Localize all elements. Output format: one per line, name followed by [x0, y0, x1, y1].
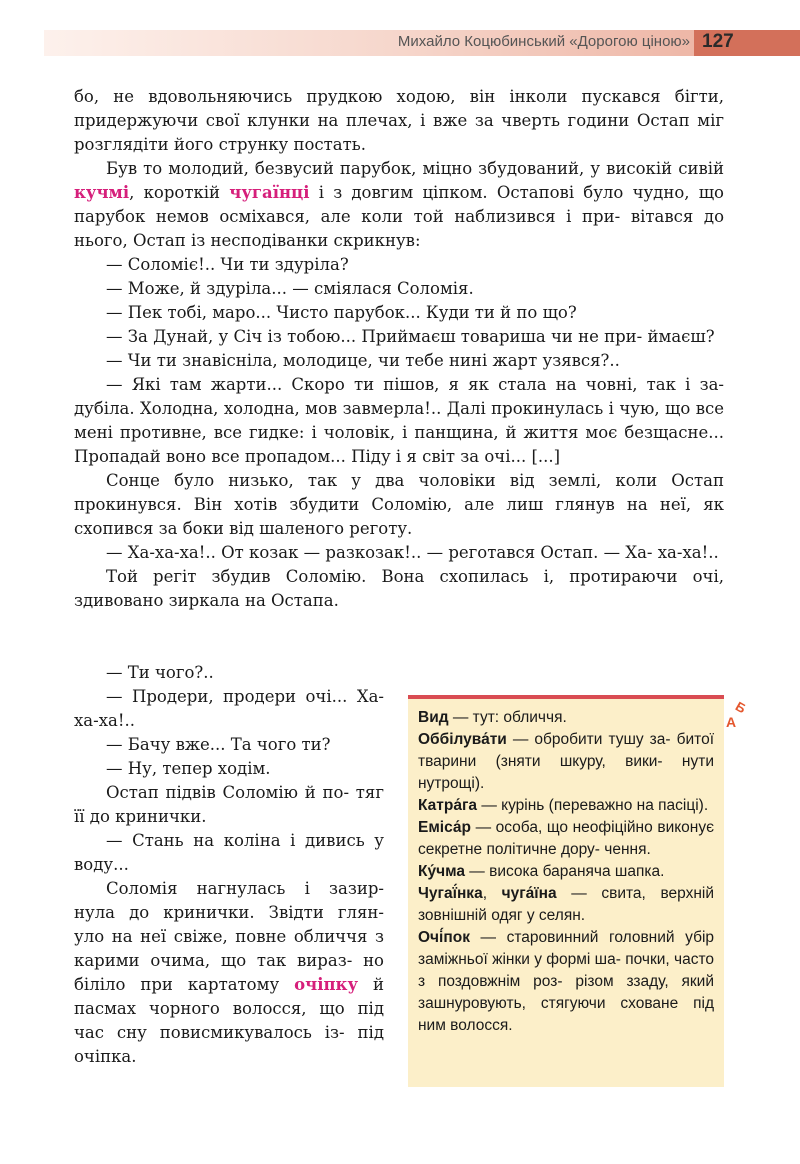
- text-line: сивій: [678, 159, 725, 178]
- text-line: — Стань на коліна і дивись: [106, 831, 365, 850]
- text-line: здивовано зиркала на Остапа.: [74, 591, 339, 610]
- glossary-definition: — обробити тушу за-: [506, 731, 671, 748]
- glossary-term-link: очіпку: [294, 975, 359, 994]
- badge-letter: А: [726, 714, 737, 730]
- glossary-definition: — старовинний головний: [469, 929, 675, 946]
- text-line: Соломія нагнулась і зазир-: [106, 879, 384, 898]
- badge-letter: Б: [732, 698, 749, 717]
- glossary-entry: [418, 927, 714, 1037]
- glossary-term: чуга́їна: [501, 885, 557, 902]
- dialogue-line: [74, 325, 724, 349]
- glossary-entry: [418, 861, 714, 883]
- glossary-definition: — тут: обличчя.: [448, 709, 567, 726]
- glossary-term: Ку́чма: [418, 863, 465, 880]
- glossary-definition: — висока бараняча шапка.: [464, 863, 665, 880]
- glossary-definition: зовнішній одяг у селян.: [418, 907, 586, 924]
- text-line: Сонце було низько, так у два чоловіки від землі, коли Остап: [106, 471, 724, 490]
- dialogue-line: [74, 373, 724, 469]
- text-line: прокинувся. Він хотів збудити Соломію, але лиш глянув на неї, як: [74, 495, 724, 514]
- glossary-definition: почки, часто з поздовжнім роз-: [418, 951, 715, 990]
- dialogue-line: [74, 277, 724, 301]
- text-line: — Бачу вже... Та чого ти?: [106, 735, 331, 754]
- text-line: — Продери, продери очі...: [106, 687, 348, 706]
- glossary-term: Оббілува́ти: [418, 731, 507, 748]
- glossary-definition: — курінь (переважно на: [477, 797, 654, 814]
- text-line: — Соломіє!.. Чи ти здуріла?: [106, 255, 349, 274]
- paragraph: [74, 877, 384, 1069]
- text-line: — Які там жарти... Скоро ти пішов, я як стала на човні, так і за-: [106, 375, 724, 394]
- dialogue-line: [74, 685, 384, 733]
- text-line: у воду...: [74, 831, 384, 874]
- glossary-term: Очі́пок: [418, 929, 470, 946]
- dialogue-line: [74, 349, 724, 373]
- glossary-definition: виконує секретне політичне дору-: [418, 819, 715, 858]
- paragraph: [74, 565, 724, 613]
- dictionary-icon: [724, 700, 748, 734]
- glossary-term: Еміса́р: [418, 819, 472, 836]
- text-line: з карими очима, що так вираз-: [74, 927, 384, 970]
- dialogue-line: [74, 541, 724, 565]
- text-line: міг розглядіти його струнку постать.: [74, 111, 724, 154]
- text-line: Той регіт збудив Соломію. Вона схопилась і, протираючи очі,: [106, 567, 724, 586]
- dialogue-line: [74, 829, 384, 877]
- text-line: — Чи ти знавісніла, молодице, чи тебе нині жарт узявся?..: [106, 351, 620, 370]
- glossary-definition: чення.: [604, 841, 651, 858]
- text-line: придержуючи свої клунки на плечах, і вже за чверть години Остап: [74, 111, 690, 130]
- text-line: вітався до нього, Остап із несподіванки скрикнув:: [74, 207, 725, 250]
- text-line: під очіпка.: [74, 1023, 384, 1066]
- glossary-term-link: кучмі: [74, 183, 130, 202]
- dialogue-line: [74, 757, 384, 781]
- text-line: — Ха-ха-ха!.. От козак — разкозак!.. — реготався Остап. — Ха-: [106, 543, 653, 562]
- text-line: ха-ха!..: [657, 543, 719, 562]
- text-line: , короткій: [129, 183, 230, 202]
- glossary-entry: [418, 729, 714, 795]
- glossary-entry: [418, 795, 714, 817]
- text-line: Остап підвів Соломію й по-: [106, 783, 350, 802]
- glossary-term-link: чугаїнці: [229, 183, 310, 202]
- text-line: — Ну, тепер ходім.: [106, 759, 271, 778]
- dialogue-line: [74, 301, 724, 325]
- text-line: і з довгим ціпком. Остапові було: [309, 183, 624, 202]
- paragraph: [74, 85, 724, 157]
- text-line: но біліло при картатому: [74, 951, 384, 994]
- glossary-box: [408, 695, 724, 1087]
- text-line: Був то молодий, безвусий парубок, міцно збудований, у високій: [106, 159, 673, 178]
- glossary-definition: убір заміжньої жінки у формі ша-: [418, 929, 715, 968]
- paragraph: [74, 781, 384, 829]
- text-line: бо, не вдовольняючись прудкою ходою, він інколи пускався бігти,: [74, 87, 724, 106]
- text-line: — Може, й здуріла... — сміялася Соломія.: [106, 279, 474, 298]
- text-line: Ха-ха-ха!..: [74, 687, 384, 730]
- dialogue-line: [74, 733, 384, 757]
- glossary-term: Чугаї́нка: [418, 885, 483, 902]
- text-line: безщасне... Пропадай воно все пропадом... Піду і я світ за очі... [...]: [74, 423, 724, 466]
- glossary-term: Катра́га: [418, 797, 478, 814]
- text-line: під час сну повисмикувалось із-: [74, 999, 384, 1042]
- text-line: ймаєш?: [647, 327, 715, 346]
- glossary-term: Вид: [418, 709, 449, 726]
- text-line: — За Дунай, у Січ із тобою... Приймаєш товариша чи не при-: [106, 327, 643, 346]
- glossary-definition: — особа, що неофіційно: [471, 819, 653, 836]
- running-title: Михайло Коцюбинський «Дорогою ціною»: [397, 33, 690, 50]
- text-line: — Ти чого?..: [106, 663, 214, 682]
- glossary-definition: пасіці).: [658, 797, 709, 814]
- text-line: тяг її до кринички.: [74, 783, 384, 826]
- glossary-definition: нути нутрощі).: [418, 753, 714, 792]
- text-line: схопився за боки від шаленого реготу.: [74, 519, 413, 538]
- text-line: чудно, що парубок немов осміхався, але коли той наблизився і при-: [74, 183, 724, 226]
- glossary-definition: стягуючи сховане під ним волосся.: [418, 995, 715, 1034]
- text-line: що все мені противне, все гидке: і чоловік, і панщина, й життя моє: [74, 399, 724, 442]
- narrow-text-column: [74, 661, 384, 1069]
- glossary-entry: [418, 707, 714, 729]
- text-line: — Пек тобі, маро... Чисто парубок... Куди ти й по що?: [106, 303, 577, 322]
- paragraph: [74, 469, 724, 541]
- glossary-entry: Чугаї́нка, чуга́їна — свита, верхній зовнішній одяг у селян.: [418, 885, 714, 924]
- text-line: дубіла. Холодна, холодна, мов завмерла!.. Далі прокинулась і чую,: [74, 399, 660, 418]
- glossary-entry: [418, 817, 714, 861]
- glossary-definition: битої тварини (зняти шкуру, вики-: [418, 731, 714, 770]
- text-line: нула до кринички. Звідти глян-: [74, 903, 384, 922]
- page-number: 127: [702, 31, 734, 52]
- glossary-definition: різом ззаду, який зашнуровують,: [418, 973, 714, 1012]
- glossary-definition: — свита, верхній: [556, 885, 714, 902]
- dialogue-line: [74, 253, 724, 277]
- text-line: й пасмах чорного волосся, що: [74, 975, 384, 1018]
- main-text-column: [74, 85, 724, 613]
- paragraph: [74, 157, 724, 253]
- dialogue-line: [74, 661, 384, 685]
- text-line: уло на неї свіже, повне обличчя: [74, 927, 368, 946]
